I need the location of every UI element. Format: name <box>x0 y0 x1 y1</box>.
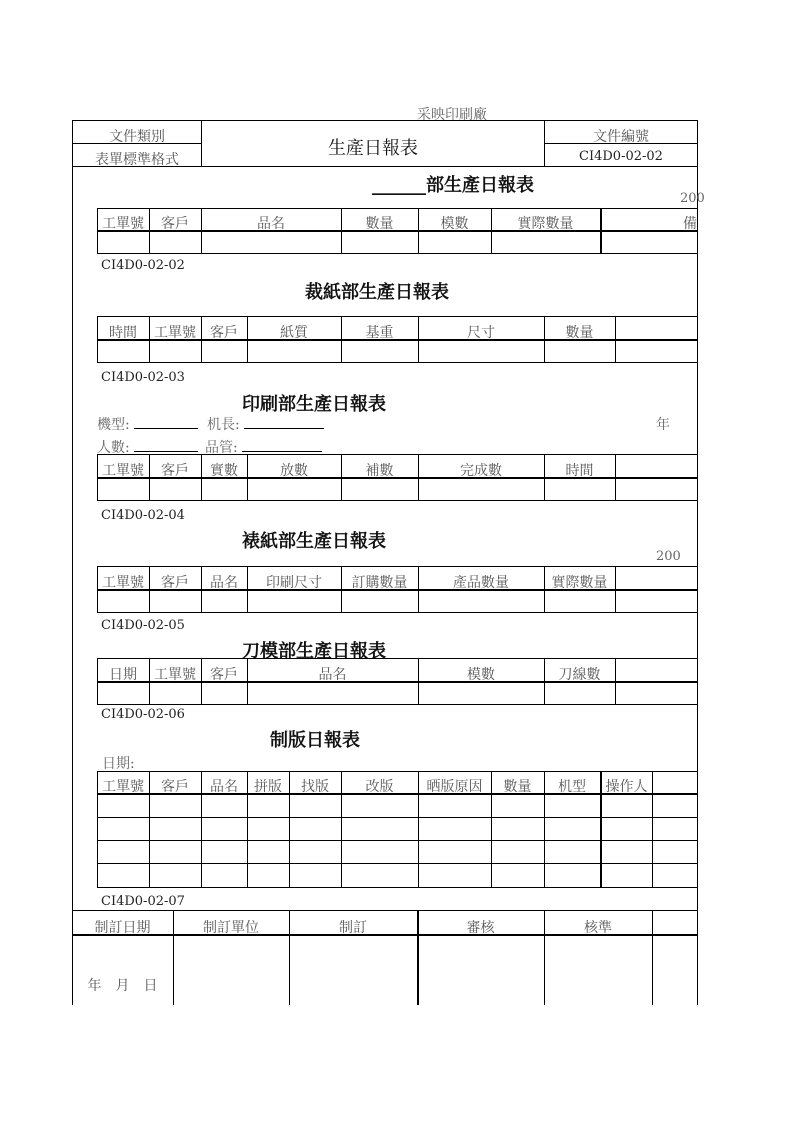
column-header: 備 <box>683 216 697 232</box>
doc-category-value: 表單標準格式 <box>95 152 179 168</box>
column-header: 日期 <box>109 667 137 683</box>
column-header: 改版 <box>365 779 394 795</box>
column-header: 實數 <box>210 463 238 479</box>
column-header: 客戶 <box>210 325 238 341</box>
column-header: 工單號 <box>154 667 196 683</box>
column-header: 制訂 <box>339 920 367 936</box>
column-header: 品名 <box>257 216 285 232</box>
column-header: 數量 <box>565 325 594 341</box>
section2-title: 裁紙部生產日報表 <box>305 282 449 303</box>
column-header: 品名 <box>318 667 347 683</box>
column-header: 刀線數 <box>558 667 601 683</box>
column-header: 尺寸 <box>467 325 495 341</box>
column-header: 審核 <box>466 920 495 936</box>
column-header: 机型 <box>558 779 586 795</box>
column-header: 客戶 <box>161 463 189 479</box>
year-label: 年 <box>656 417 670 433</box>
people-count-label: 人數: <box>97 440 130 456</box>
column-header: 工單號 <box>102 575 144 591</box>
column-header: 制訂日期 <box>94 920 151 936</box>
column-header: 印刷尺寸 <box>266 575 322 591</box>
column-header: 模數 <box>440 216 469 232</box>
section6-code: CI4D0-02-06 <box>101 707 185 722</box>
section3-code: CI4D0-02-03 <box>101 370 185 385</box>
column-header: 補數 <box>365 463 394 479</box>
column-header: 工單號 <box>102 216 144 232</box>
column-header: 時間 <box>109 325 137 341</box>
column-header: 時間 <box>565 463 594 479</box>
section4-year: 200 <box>656 549 681 564</box>
section2-code: CI4D0-02-02 <box>101 258 185 273</box>
form-title: 生產日報表 <box>328 138 418 159</box>
machine-type-label: 機型: <box>97 417 130 433</box>
column-header: 拼版 <box>254 779 282 795</box>
section5-title: 刀模部生產日報表 <box>242 641 386 662</box>
company-name: 采映印刷廠 <box>417 107 487 123</box>
column-header: 完成數 <box>460 463 502 479</box>
column-header: 客戶 <box>210 667 238 683</box>
date-placeholder: 年 月 日 <box>87 978 158 994</box>
section4-title: 裱紙部生產日報表 <box>242 531 386 552</box>
column-header: 實際數量 <box>517 216 574 232</box>
column-header: 找版 <box>301 779 329 795</box>
column-header: 品名 <box>210 779 238 795</box>
section1-title: ______部生產日報表 <box>372 175 534 196</box>
column-header: 客戶 <box>161 216 189 232</box>
machine-leader-label: 机長: <box>207 417 240 433</box>
doc-number-label: 文件編號 <box>593 129 649 145</box>
footer-code: CI4D0-02-07 <box>101 894 185 909</box>
column-header: 操作人 <box>605 779 648 795</box>
section6-title: 制版日報表 <box>270 730 360 751</box>
column-header: 晒版原因 <box>426 779 483 795</box>
column-header: 基重 <box>365 325 394 341</box>
column-header: 紙質 <box>280 325 308 341</box>
qc-blank[interactable] <box>242 439 322 452</box>
section4-code: CI4D0-02-04 <box>101 508 185 523</box>
column-header: 實際數量 <box>551 575 608 591</box>
column-header: 客戶 <box>161 575 189 591</box>
machine-type-field <box>97 414 198 434</box>
column-header: 工單號 <box>154 325 196 341</box>
doc-number-value: CI4D0-02-02 <box>579 149 663 164</box>
machine-leader-field <box>207 414 324 434</box>
section1-year: 200 <box>680 191 705 206</box>
column-header: 放數 <box>280 463 308 479</box>
section3-title: 印刷部生產日報表 <box>242 394 386 415</box>
column-header: 產品數量 <box>453 575 509 591</box>
machine-leader-blank[interactable] <box>244 416 324 429</box>
section5-code: CI4D0-02-05 <box>101 618 185 633</box>
column-header: 模數 <box>467 667 495 683</box>
column-header: 數量 <box>503 779 532 795</box>
machine-type-blank[interactable] <box>134 416 198 429</box>
column-header: 工單號 <box>102 463 144 479</box>
column-header: 數量 <box>365 216 394 232</box>
column-header: 客戶 <box>161 779 189 795</box>
date-label: 日期: <box>102 756 135 772</box>
column-header: 制訂單位 <box>203 920 259 936</box>
qc-label: 品管: <box>205 440 238 456</box>
doc-category-label: 文件類別 <box>109 129 165 145</box>
column-header: 訂購數量 <box>351 575 408 591</box>
column-header: 工單號 <box>102 779 144 795</box>
column-header: 核準 <box>584 920 612 936</box>
column-header: 品名 <box>210 575 238 591</box>
people-count-blank[interactable] <box>134 439 198 452</box>
